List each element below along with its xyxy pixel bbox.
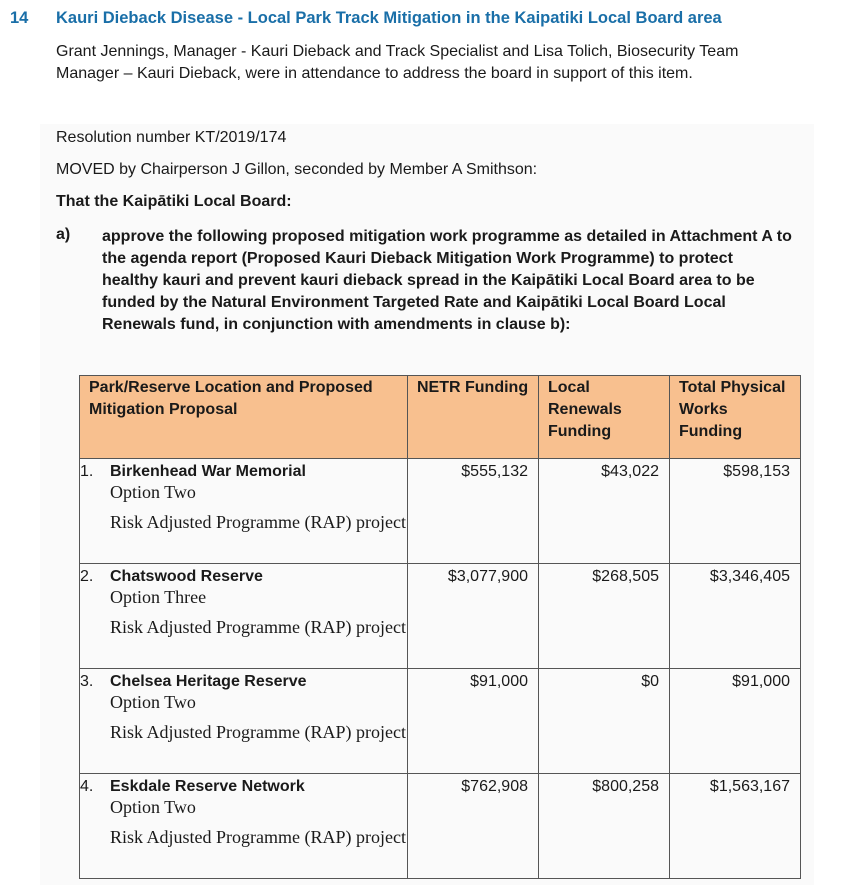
header-location: Park/Reserve Location and Proposed Mitigation Proposal: [80, 376, 408, 459]
netr-amount: $91,000: [408, 669, 539, 774]
total-amount: $598,153: [670, 459, 801, 564]
local-amount: $268,505: [539, 564, 670, 669]
clause-text: approve the following proposed mitigation work programme as detailed in Attachment A to the agenda report (Proposed Kauri Dieback Mitigation Work Programme) to protect healthy kauri and prevent kauri dieback spread in the Kaipātiki Local Board area to be funded by the Natural Environment Targeted Rate and Kaipātiki Local Board Local Renewals fund, in conjunction with amendments in clause b):: [102, 228, 792, 333]
row-number: 4.: [80, 778, 94, 795]
rap-text: Risk Adjusted Programme (RAP) project: [110, 722, 406, 742]
location-cell: [80, 564, 408, 669]
location-title: Chelsea Heritage Reserve: [110, 673, 307, 690]
header-local: Local Renewals Funding: [539, 376, 670, 459]
header-netr: NETR Funding: [408, 376, 539, 459]
rap-text: Risk Adjusted Programme (RAP) project: [110, 617, 406, 637]
total-amount: $1,563,167: [670, 774, 801, 879]
that-line: That the Kaipātiki Local Board:: [56, 193, 292, 210]
location-name: [80, 778, 407, 796]
table-row: [80, 774, 801, 879]
total-amount: $91,000: [670, 669, 801, 774]
total-amount: $3,346,405: [670, 564, 801, 669]
table-row: [80, 669, 801, 774]
local-amount: $800,258: [539, 774, 670, 879]
location-cell: [80, 459, 408, 564]
moved-line: MOVED by Chairperson J Gillon, seconded by Member A Smithson:: [56, 161, 538, 178]
item-title: Kauri Dieback Disease - Local Park Track Mitigation in the Kaipatiki Local Board area: [56, 9, 722, 27]
netr-amount: $3,077,900: [408, 564, 539, 669]
netr-amount: $555,132: [408, 459, 539, 564]
location-title: Birkenhead War Memorial: [110, 463, 306, 480]
table-row: [80, 564, 801, 669]
mitigation-table: [79, 375, 801, 879]
rap-text: Risk Adjusted Programme (RAP) project: [110, 827, 406, 847]
item-number: 14: [10, 9, 29, 27]
local-amount: $43,022: [539, 459, 670, 564]
option-text: Option Two: [110, 692, 196, 712]
clause-label: a): [56, 226, 71, 243]
location-title: Chatswood Reserve: [110, 568, 263, 585]
table-header-row: [80, 376, 801, 459]
netr-amount: $762,908: [408, 774, 539, 879]
location-name: [80, 568, 407, 586]
header-total: Total Physical Works Funding: [670, 376, 801, 459]
location-cell: [80, 669, 408, 774]
location-name: [80, 463, 407, 481]
row-number: 2.: [80, 568, 94, 585]
location-title: Eskdale Reserve Network: [110, 778, 305, 795]
table-row: [80, 459, 801, 564]
rap-text: Risk Adjusted Programme (RAP) project: [110, 512, 406, 532]
local-amount: $0: [539, 669, 670, 774]
resolution-number: Resolution number KT/2019/174: [56, 129, 287, 146]
row-number: 1.: [80, 463, 94, 480]
location-name: [80, 673, 407, 691]
location-cell: [80, 774, 408, 879]
option-text: Option Three: [110, 587, 207, 607]
option-text: Option Two: [110, 482, 196, 502]
intro-paragraph: Grant Jennings, Manager - Kauri Dieback and Track Specialist and Lisa Tolich, Biosecurity Team Manager – Kauri Dieback, were in attendance to address the board in support of this item.: [56, 43, 739, 82]
row-number: 3.: [80, 673, 94, 690]
option-text: Option Two: [110, 797, 196, 817]
